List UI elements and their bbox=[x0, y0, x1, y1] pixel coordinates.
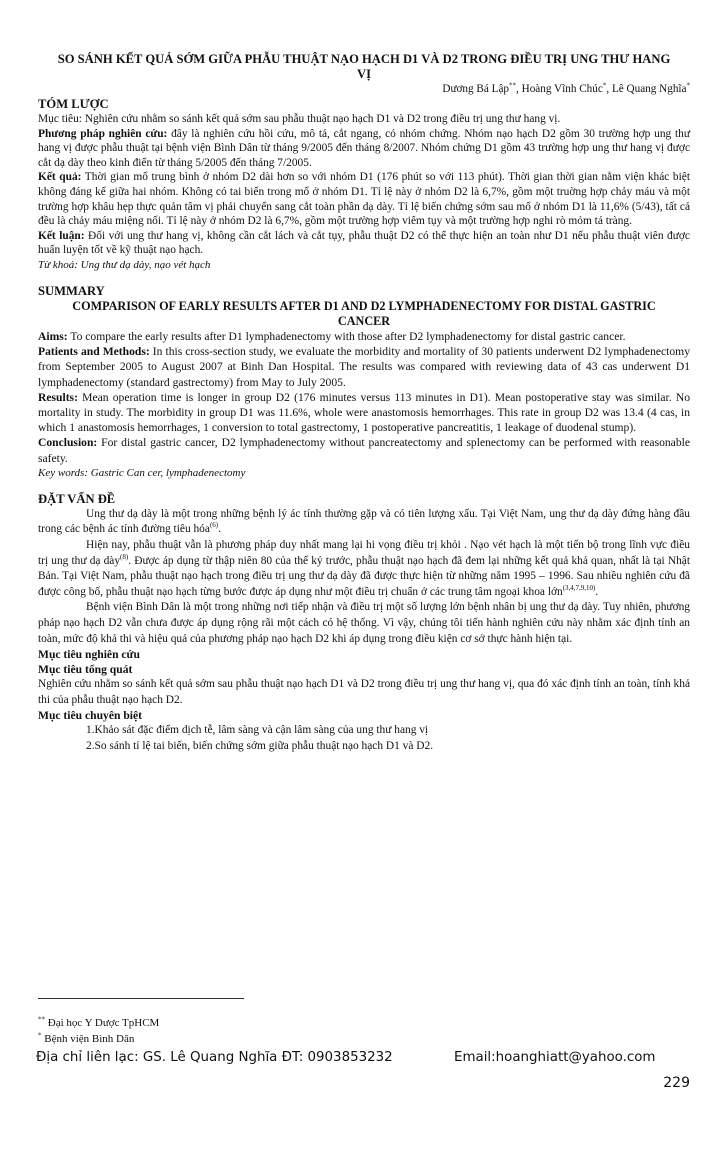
citation-ref: (8) bbox=[120, 552, 129, 561]
abstract-en-results bbox=[38, 390, 690, 436]
abstract-vietnamese bbox=[38, 97, 690, 272]
intro-p1-text: Ung thư dạ dày là một trong những bệnh lý ác tính thường gặp và có tiên lượng xấu. Tại Việt Nam, ung thư dạ dày đứng hàng đầu trong các bệnh ác tính đường tiêu hóa bbox=[38, 507, 690, 536]
abstract-en-heading: SUMMARY bbox=[38, 283, 105, 298]
footnote-divider bbox=[38, 998, 244, 999]
citation-ref: (6) bbox=[209, 521, 219, 530]
specific-objectives-heading: Mục tiêu chuyên biệt bbox=[38, 709, 143, 723]
footnote-text: Đại học Y Dược TpHCM bbox=[45, 1017, 160, 1029]
general-objective-text: Nghiên cứu nhằm so sánh kết quả sớm sau phẫu thuật nạo hạch D1 và D2 trong điều trị ung thư hang vị, qua đó xác định tính an toàn, tính khả thi của phẫu thuật nạo hạch D2. bbox=[38, 678, 690, 706]
intro-p2a-text: Hiện nay, phẫu thuật vẫn là phương pháp duy nhất mang lại hi vọng điều trị khỏi . Nạo vét hạch là một tiến bộ trong lĩnh vực điều trị ung thư dạ dày bbox=[38, 538, 690, 567]
abstract-en-conclusion-text: For distal gastric cancer, D2 lymphadenectomy without pancreatectomy and splenectomy can be performed with reasonable safety. bbox=[38, 436, 690, 465]
abstract-english bbox=[38, 284, 690, 480]
contact-address: Địa chỉ liên lạc: GS. Lê Quang Nghĩa ĐT: 0903853232 bbox=[36, 1050, 393, 1065]
paper-title: SO SÁNH KẾT QUẢ SỚM GIỮA PHẪU THUẬT NẠO HẠCH D1 VÀ D2 TRONG ĐIỀU TRỊ UNG THƯ HANG VỊ bbox=[57, 52, 671, 81]
abstract-en-aim-label: Aims: bbox=[38, 329, 68, 343]
abstract-en-conclusion-label: Conclusion: bbox=[38, 436, 98, 450]
abstract-en-aim-text: To compare the early results after D1 lymphadenectomy with those after D2 lymphadenectomy for distal gastric cancer. bbox=[67, 329, 626, 343]
specific-objective-item: 2.So sánh tỉ lệ tai biến, biến chứng sớm giữa phẫu thuật nạo hạch D1 và D2. bbox=[86, 739, 434, 752]
abstract-en-aim bbox=[38, 329, 690, 344]
intro-p2b-text: . Được áp dụng từ thập niên 80 của thế kỷ trước, phẫu thuật nạo hạch đã đem lại những kết quả khả quan, nhất là tại Nhật Bản. Tại Việt Nam, phẫu thuật nạo hạch trong điều trị ung thư dạ dày đã được thực hiện từ những năm 1995 – 1996. Sau nhiều nghiên cứu đã được công bố, phẫu thuật nạo hạch từng bước được áp dụng như một điều trị chuẩn ở các trung tâm ngoại khoa lớn bbox=[38, 554, 690, 598]
footnote-text: Bệnh viện Bình Dân bbox=[41, 1033, 135, 1045]
abstract-en-methods-label: Patients and Methods: bbox=[38, 345, 150, 359]
contact-line bbox=[36, 1049, 656, 1067]
abstract-en-methods-text: In this cross-section study, we evaluate the morbidity and mortality of 30 patients underwent D2 lymphadenectomy from September 2005 to August 2007 at Binh Dan Hospital. The results was compared with reviewing data of 43 cas underwent D1 lymphadenectomy (standard gastrectomy) from May to July 2005. bbox=[38, 345, 690, 389]
abstract-en-results-text: Mean operation time is longer in group D2 (176 minutes versus 113 minutes in D1). Mean postoperative stay was similar. No mortality in study. The morbidity in group D1 was 11.6%, whole were anastomosis hemorrhages. This rate in group D2 was 13.4 (4 cas, in which 1 anastomosis hemorrhages, 1 conversion to total gastrectomy, 1 postoperative pancreatitis, 1 leakage of duodenal stump). bbox=[38, 390, 690, 435]
footnote-affiliation-2 bbox=[38, 1031, 159, 1047]
author-affiliation-mark: * bbox=[602, 81, 607, 90]
intro-heading: ĐẶT VẤN ĐỀ bbox=[38, 491, 116, 506]
intro-paragraph-1 bbox=[38, 507, 690, 538]
footnote-mark: * bbox=[38, 1031, 42, 1040]
abstract-vi-aim-label: Mục tiêu: bbox=[38, 113, 82, 125]
abstract-vi-aim bbox=[38, 112, 690, 127]
abstract-vi-results bbox=[38, 170, 690, 228]
citation-ref: (3,4,7,9,10) bbox=[562, 583, 596, 592]
author-name: , Lê Quang Nghĩa bbox=[606, 83, 687, 95]
specific-objective-item: 1.Khảo sát đặc điểm dịch tễ, lâm sàng và cận lâm sàng của ung thư hang vị bbox=[86, 724, 429, 737]
abstract-vi-conclusion-text: Đối với ung thư hang vị, không cần cắt lách và cắt tụy, phẫu thuật D2 có thể thực hiện an toàn như D1 nếu phẫu thuật viên được huấn luyện tốt về kỹ thuật nạo hạch. bbox=[38, 229, 690, 257]
author-name: Dương Bá Lập bbox=[442, 83, 510, 95]
author-name: , Hoàng Vĩnh Chúc bbox=[516, 83, 603, 95]
abstract-vi-results-label: Kết quả: bbox=[38, 171, 82, 184]
author-affiliation-mark: * bbox=[686, 81, 690, 90]
page-number: 229 bbox=[663, 1075, 690, 1091]
abstract-en-results-label: Results: bbox=[38, 390, 78, 404]
abstract-vi-methods-label: Phương pháp nghiên cứu: bbox=[38, 127, 168, 140]
abstract-en-conclusion bbox=[38, 435, 690, 465]
abstract-vi-conclusion bbox=[38, 229, 690, 258]
abstract-vi-keywords: Từ khoá: Ung thư dạ dày, nạo vét hạch bbox=[38, 258, 211, 271]
contact-email: Email:hoanghiatt@yahoo.com bbox=[454, 1050, 656, 1065]
intro-paragraph-2 bbox=[38, 538, 690, 600]
abstract-vi-heading: TÓM LƯỢC bbox=[38, 97, 109, 111]
author-line bbox=[38, 82, 690, 96]
intro-p1-end: . bbox=[218, 523, 221, 536]
general-objective-heading: Mục tiêu tổng quát bbox=[38, 663, 133, 677]
footnote-mark: ** bbox=[38, 1015, 45, 1024]
abstract-vi-methods-text: đây là nghiên cứu hồi cứu, mô tả, cắt ngang, có nhóm chứng. Nhóm nạo hạch D2 gồm 30 trường hợp ung thư hang vị được phẫu thuật tại bệnh viện Bình Dân từ tháng 9/2005 đến tháng 8/2007. Nhóm chứng D1 gồm 43 trường hợp ung thư hang vị được cắt dạ dày theo kinh điển từ tháng 5/2005 đến tháng 7/2005. bbox=[38, 127, 690, 169]
intro-paragraph-3: Bệnh viện Bình Dân là một trong những nơi tiếp nhận và điều trị một số lượng lớn bệnh nhân bị ung thư dạ dày. Tuy nhiên, phương pháp nạo hạch D2 vẫn chưa được áp dụng rộng rãi một cách có hệ thống. Vì vậy, chúng tôi tiến hành nghiên cứu này nhằm xác định tính an toàn, mức độ khả thi và hiệu quả của phương pháp nạo hạch D2 khi áp dụng trong điều kiện cơ sở thực hành hiện tại. bbox=[38, 601, 690, 645]
author-affiliation-mark: ** bbox=[509, 81, 517, 90]
abstract-vi-conclusion-label: Kết luận: bbox=[38, 229, 85, 242]
abstract-vi-results-text: Thời gian mổ trung bình ở nhóm D2 dài hơn so với nhóm D1 (176 phút so với 113 phút). Thời gian thời gian nằm viện khác biệt không đáng kể giữa hai nhóm. Không có tai biến trong mổ ở nhóm D1. Tỉ lệ này ở nhóm D2 là 6,7%, gồm một truờng hợp chảy máu và một trường hợp khâu hẹp thực quản tâm vị phải chuyển sang cắt toàn phần dạ dày. Tỉ lệ biến chứng sớm sau mổ ở nhóm D1 là 11,6% (5/43), tất cả đều là chảy máu miệng nối. Tỉ lệ này ở nhóm D2 là 6,7%, gồm một trường hợp viêm tụy và một trường hợp nghi rò mỏm tá tràng. bbox=[38, 171, 690, 228]
objectives-heading: Mục tiêu nghiên cứu bbox=[38, 648, 140, 662]
abstract-vi-methods bbox=[38, 127, 690, 171]
abstract-en-keywords: Key words: Gastric Can cer, lymphadenectomy bbox=[38, 466, 246, 479]
introduction-section bbox=[38, 492, 690, 755]
abstract-vi-aim-text: Nghiên cứu nhằm so sánh kết quả sớm sau phẫu thuật nạo hạch D1 và D2 trong điều trị ung thư hang vị. bbox=[81, 113, 561, 125]
footnote-affiliation-1 bbox=[38, 1015, 159, 1031]
intro-p2-end: . bbox=[595, 585, 599, 598]
footnotes bbox=[38, 1015, 159, 1047]
abstract-en-methods bbox=[38, 344, 690, 390]
abstract-en-title: COMPARISON OF EARLY RESULTS AFTER D1 AND D2 LYMPHADENECTOMY FOR DISTAL GASTRIC CANCER bbox=[72, 298, 656, 328]
